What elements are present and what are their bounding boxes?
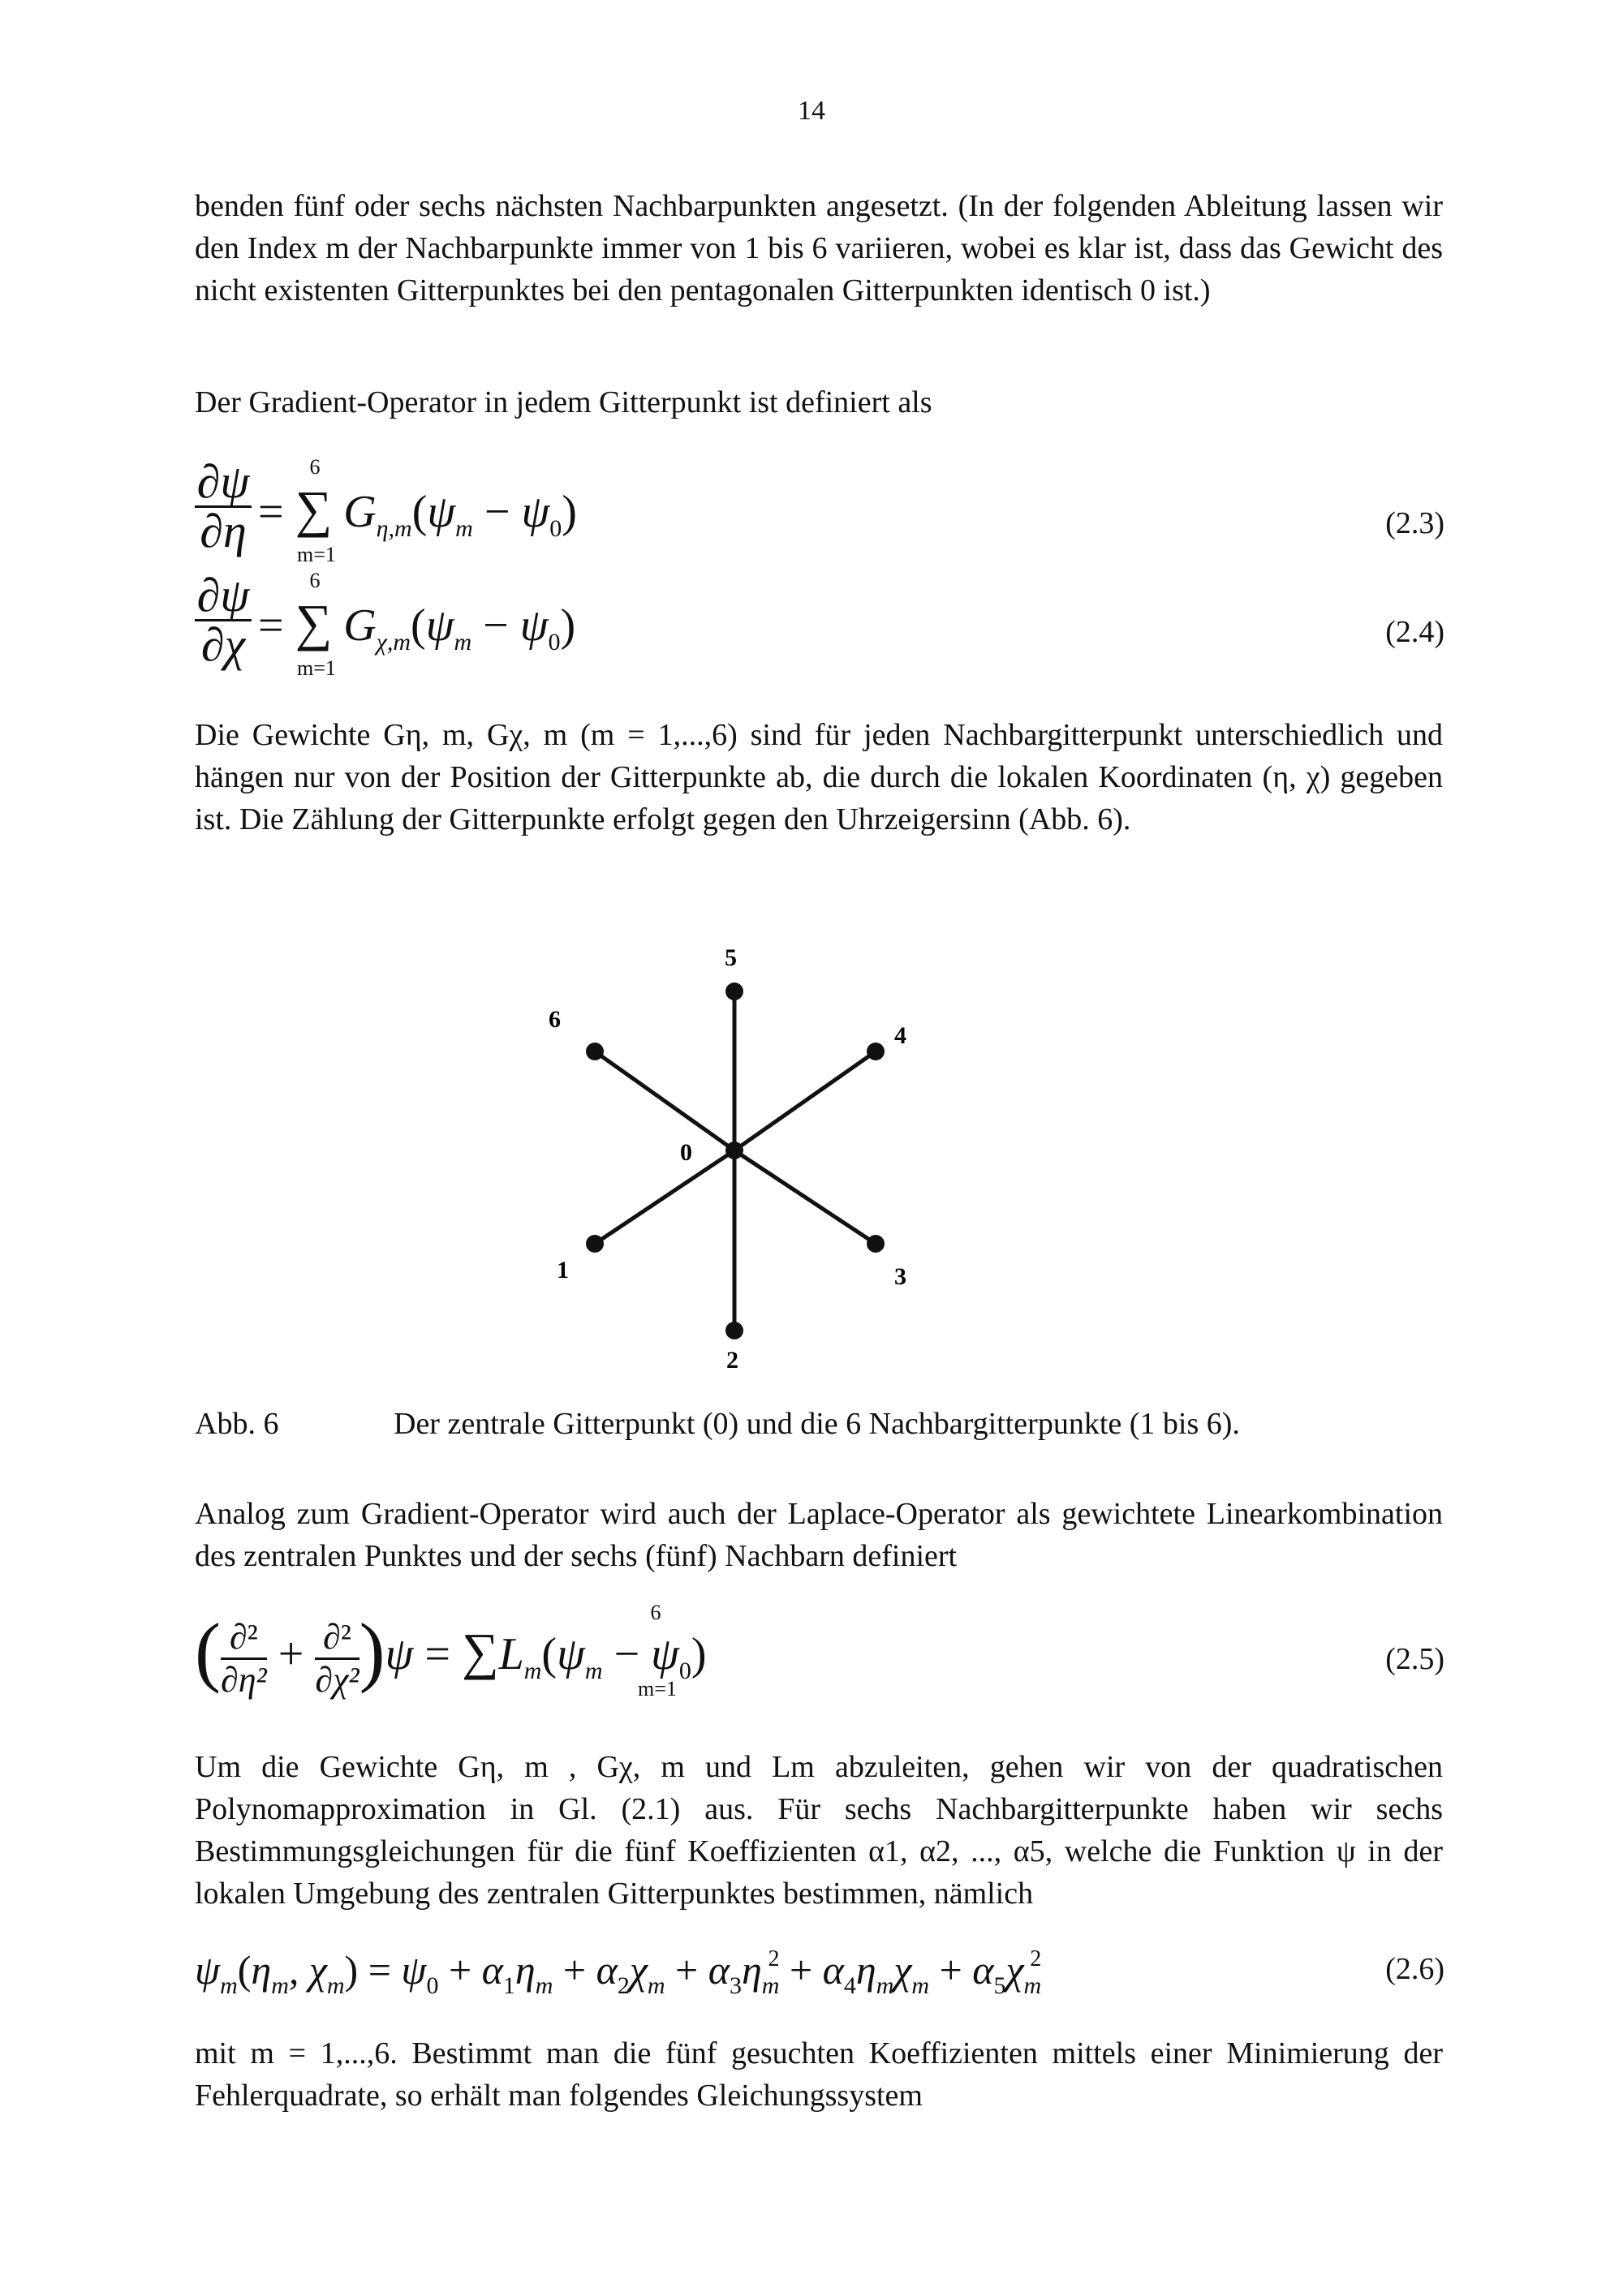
node-0 — [725, 1142, 743, 1159]
eq26-body: $\psi_m(\eta_m$, $\chi_m) = \psi_0 + \alpha_1\eta_m + \alpha_2\chi_m + \alpha_3\eta_m^2 + \alpha_4\eta_m\chi_m + \alpha_5\chi_m^2$ — [195, 1946, 1042, 1999]
eq25-sum-upper: 6 — [650, 1601, 661, 1624]
label-2: 2 — [726, 1347, 738, 1374]
eq24-fraction — [195, 569, 252, 671]
eq24-sum-lower: m=1 — [297, 656, 336, 680]
spoke-3 — [734, 1150, 876, 1244]
eq24-sum-upper: 6 — [309, 569, 321, 592]
label-3: 3 — [894, 1263, 906, 1290]
caption-text: Der zentrale Gitterpunkt (0) und die 6 Nachbargitterpunkte (1 bis 6). — [394, 1407, 1240, 1441]
eq25-body: ( ∂² ∂η² + ∂² ∂χ² )$\psi = \sum L_m(\psi_m - \psi_0)$ — [195, 1607, 707, 1700]
eq24-numerator: ∂ψ — [196, 569, 250, 621]
eq25-number: (2.5) — [1385, 1642, 1444, 1676]
paragraph-6: mit m = 1,...,6. Bestimmt man die fünf gesuchten Koeffizienten mittels einer Minimierung der Fehlerquadrate, so erhält man folgendes Gleichungssystem — [195, 2036, 1443, 2113]
node-2 — [725, 1322, 743, 1339]
figure-caption — [195, 1406, 1240, 1442]
eq24-number: (2.4) — [1385, 615, 1444, 649]
label-6: 6 — [549, 1006, 561, 1033]
node-1 — [586, 1235, 604, 1253]
page-number: 14 — [798, 96, 825, 126]
label-4: 4 — [894, 1022, 906, 1049]
equation-2-6 — [195, 1943, 1444, 2008]
paragraph-3: Die Gewichte Gη, m, Gχ, m (m = 1,...,6) sind für jeden Nachbargitterpunkt unterschiedlich und hängen nur von der Position der Gitterpunkte ab, die durch die lokalen Koordinaten (η, χ) gegeben ist. Die Zählung der Gitterpunkte erfolgt gegen den Uhrzeigersinn (Abb. 6). — [195, 718, 1443, 836]
label-0: 0 — [680, 1139, 692, 1166]
paragraph-4: Analog zum Gradient-Operator wird auch der Laplace-Operator als gewichtete Linearkombination des zentralen Punktes und der sechs (fünf) Nachbarn definiert — [195, 1497, 1443, 1573]
stencil-figure — [519, 933, 974, 1387]
label-5: 5 — [725, 944, 737, 971]
eq23-sum-upper: 6 — [309, 455, 321, 479]
equation-2-3 — [195, 455, 1444, 568]
eq23-denominator: ∂η — [195, 505, 252, 555]
eq23-sum-lower: m=1 — [297, 543, 336, 566]
label-1: 1 — [557, 1257, 569, 1283]
spoke-4 — [734, 1051, 876, 1150]
caption-label: Abb. 6 — [195, 1407, 279, 1441]
node-4 — [867, 1043, 885, 1060]
eq23-fraction — [195, 455, 252, 557]
eq24-denominator: ∂χ — [195, 619, 252, 669]
eq23-rhs: = ∑ $G_{\eta,m}(\psi_m - \psi_0)$ — [258, 480, 577, 542]
spoke-6 — [595, 1051, 734, 1150]
eq26-number: (2.6) — [1385, 1952, 1444, 1986]
equation-2-5 — [195, 1602, 1444, 1700]
paragraph-1: benden fünf oder sechs nächsten Nachbarpunkten angesetzt. (In der folgenden Ableitung lassen wir den Index m der Nachbarpunkte immer von 1 bis 6 variieren, wobei es klar ist, dass das Gewicht des nicht existenten Gitterpunktes bei den pentagonalen Gitterpunkten identisch 0 ist.) — [195, 189, 1443, 307]
eq23-numerator: ∂ψ — [196, 455, 250, 508]
node-3 — [867, 1235, 885, 1253]
node-6 — [586, 1043, 604, 1060]
node-5 — [725, 982, 743, 1000]
paragraph-5: Um die Gewichte Gη, m , Gχ, m und Lm abzuleiten, gehen wir von der quadratischen Polynomapproximation in Gl. (2.1) aus. Für sechs Nachbargitterpunkte haben wir sechs Bestimmungsgleichungen für die fünf Koeffizienten α1, α2, ..., α5, welche die Funktion ψ in der lokalen Umgebung des zentralen Gitterpunktes bestimmen, nämlich — [195, 1750, 1443, 1911]
eq23-number: (2.3) — [1385, 506, 1444, 540]
paragraph-2: Der Gradient-Operator in jedem Gitterpunkt ist definiert als — [195, 385, 932, 419]
stencil-spokes — [595, 991, 876, 1331]
equation-2-4 — [195, 569, 1444, 681]
eq25-sum-lower: m=1 — [638, 1677, 677, 1701]
eq24-rhs: = ∑ $G_{\chi,m}(\psi_m - \psi_0)$ — [258, 594, 576, 656]
spoke-1 — [595, 1150, 734, 1244]
